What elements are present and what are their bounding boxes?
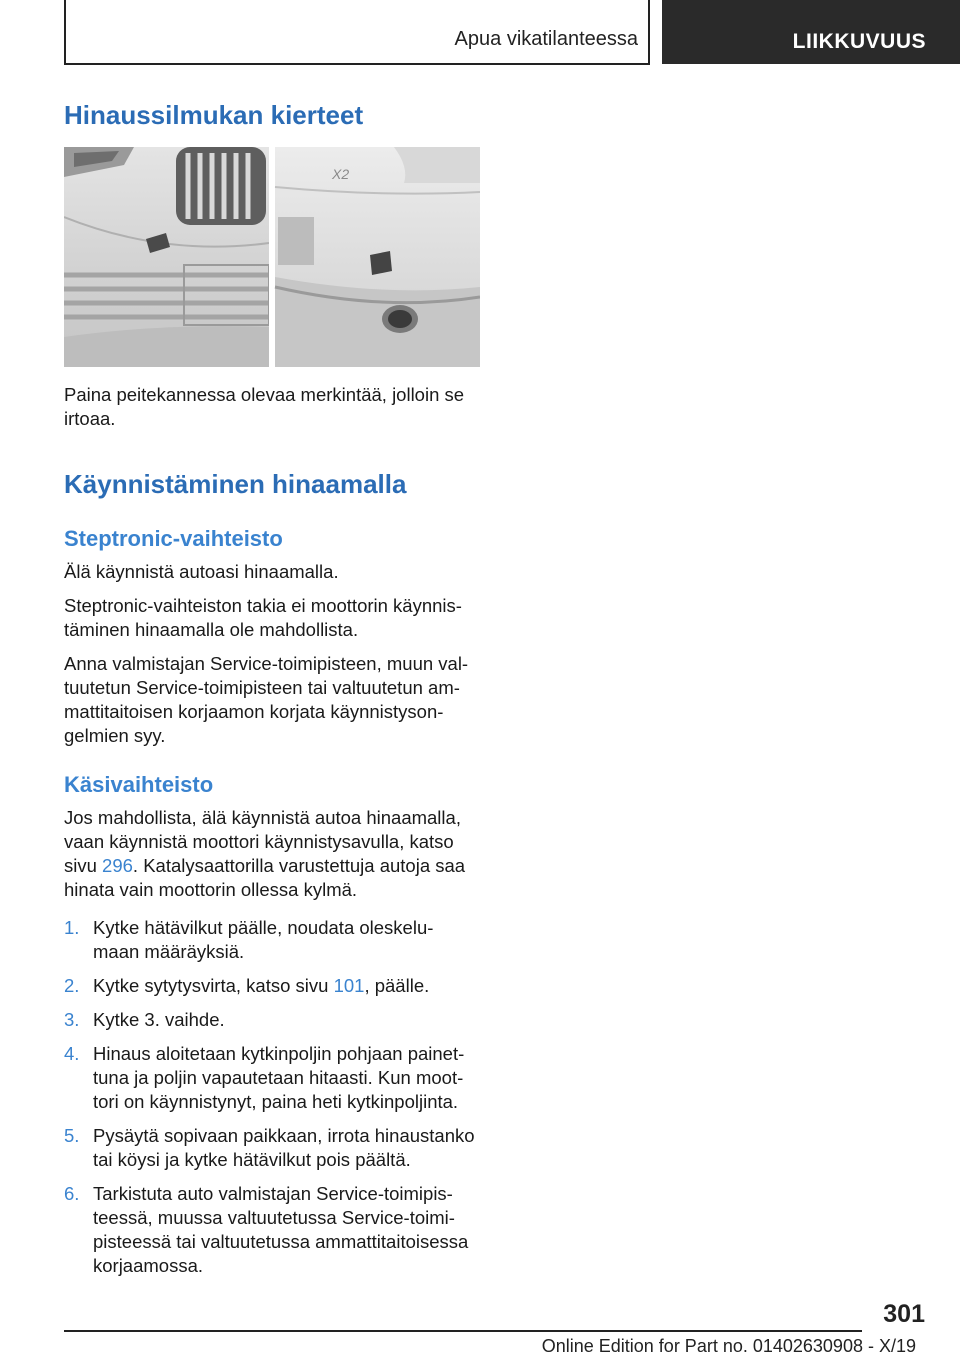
step-line: Hinaus aloitetaan kytkinpoljin pohjaan painet‐ xyxy=(93,1043,465,1064)
content-column xyxy=(64,100,484,1278)
step-line: teessä, muussa valtuutetussa Service-toimi‐ xyxy=(93,1207,455,1228)
manual-p-line4: hinata vain moottorin ollessa kylmä. xyxy=(64,879,358,900)
page-link-101[interactable]: 101 xyxy=(333,975,365,996)
steptronic-paragraph-3 xyxy=(64,652,484,748)
step-line: Pysäytä sopivaan paikkaan, irrota hinaustanko xyxy=(93,1125,475,1146)
tow-thread-instruction xyxy=(64,383,484,431)
step-line: tai köysi ja kytke hätävilkut pois päältä. xyxy=(93,1149,411,1170)
steptronic-p2-line2: täminen hinaamalla ole mahdollista. xyxy=(64,619,359,640)
step-line: tuna ja poljin vapautetaan hitaasti. Kun moot‐ xyxy=(93,1067,464,1088)
heading-manual: Käsivaihteisto xyxy=(64,772,214,797)
list-item xyxy=(64,1182,484,1278)
page-number: 301 xyxy=(883,1300,925,1328)
footer-rule xyxy=(64,1330,862,1332)
steptronic-paragraph-1: Älä käynnistä autoasi hinaamalla. xyxy=(64,561,339,582)
step-text-post: , päälle. xyxy=(364,975,430,996)
manual-p-line1: Jos mahdollista, älä käynnistä autoa hinaamalla, xyxy=(64,807,461,828)
footer-edition: Online Edition for Part no. 01402630908 - X/19 xyxy=(541,1336,916,1356)
step-line: korjaamossa. xyxy=(93,1255,204,1276)
list-item xyxy=(64,916,484,964)
header-section-title: Apua vikatilanteessa xyxy=(454,28,638,50)
tow-start-steps xyxy=(64,916,484,1278)
header-left-rule xyxy=(64,0,66,64)
page-link-296[interactable]: 296 xyxy=(102,855,133,876)
step-line: Kytke 3. vaihde. xyxy=(93,1009,225,1030)
step-text-pre: Kytke sytytysvirta, katso sivu xyxy=(93,975,334,996)
list-item xyxy=(64,1042,484,1114)
manual-p-line3-pre: sivu xyxy=(64,855,103,876)
list-item xyxy=(64,1124,484,1172)
header-bottom-rule xyxy=(64,63,650,65)
header-chapter-tab[interactable]: LIIKKUVUUS xyxy=(662,0,960,64)
manual-p-line3-post: . Katalysaattorilla varustettuja autoja saa xyxy=(132,855,466,876)
step-number: 1. xyxy=(64,917,80,938)
step-number: 3. xyxy=(64,1009,80,1030)
step-line: tori on käynnistynyt, paina heti kytkinpoljinta. xyxy=(93,1091,459,1112)
steptronic-paragraph-2 xyxy=(64,594,484,642)
manual-paragraph xyxy=(64,806,484,902)
step-number: 4. xyxy=(64,1043,80,1064)
steptronic-p3-line4: gelmien syy. xyxy=(64,725,166,746)
list-item xyxy=(64,1008,484,1032)
steptronic-p3-line1: Anna valmistajan Service-toimipisteen, muun val‐ xyxy=(64,653,469,674)
step-number: 2. xyxy=(64,975,80,996)
steptronic-p3-line2: tuutetun Service-toimipisteen tai valtuutetun am‐ xyxy=(64,677,460,698)
header-divider xyxy=(648,0,650,64)
step-line: pisteessä tai valtuutetussa ammattitaitoisessa xyxy=(93,1231,469,1252)
list-item xyxy=(64,974,484,998)
heading-tow-thread: Hinaussilmukan kierteet xyxy=(64,100,364,130)
step-line: Kytke hätävilkut päälle, noudata oleskelu‐ xyxy=(93,917,434,938)
steptronic-p2-line1: Steptronic-vaihteiston takia ei moottorin käynnis‐ xyxy=(64,595,462,616)
step-line: Tarkistuta auto valmistajan Service-toimipis‐ xyxy=(93,1183,453,1204)
heading-steptronic: Steptronic-vaihteisto xyxy=(64,526,283,551)
tow-eye-cover-illustration xyxy=(64,147,480,367)
bumper-illustration-svg xyxy=(64,147,480,367)
step-number: 6. xyxy=(64,1183,80,1204)
step-line: maan määräyksiä. xyxy=(93,941,245,962)
steptronic-p3-line3: mattitaitoisen korjaamon korjata käynnistyson‐ xyxy=(64,701,444,722)
manual-p-line2: vaan käynnistä moottori käynnistysavulla, katso xyxy=(64,831,454,852)
model-badge: X2 xyxy=(332,166,350,182)
heading-tow-start: Käynnistäminen hinaamalla xyxy=(64,469,407,499)
tow-thread-text: Paina peitekannessa olevaa merkintää, jolloin se irtoaa. xyxy=(64,384,465,429)
step-number: 5. xyxy=(64,1125,80,1146)
